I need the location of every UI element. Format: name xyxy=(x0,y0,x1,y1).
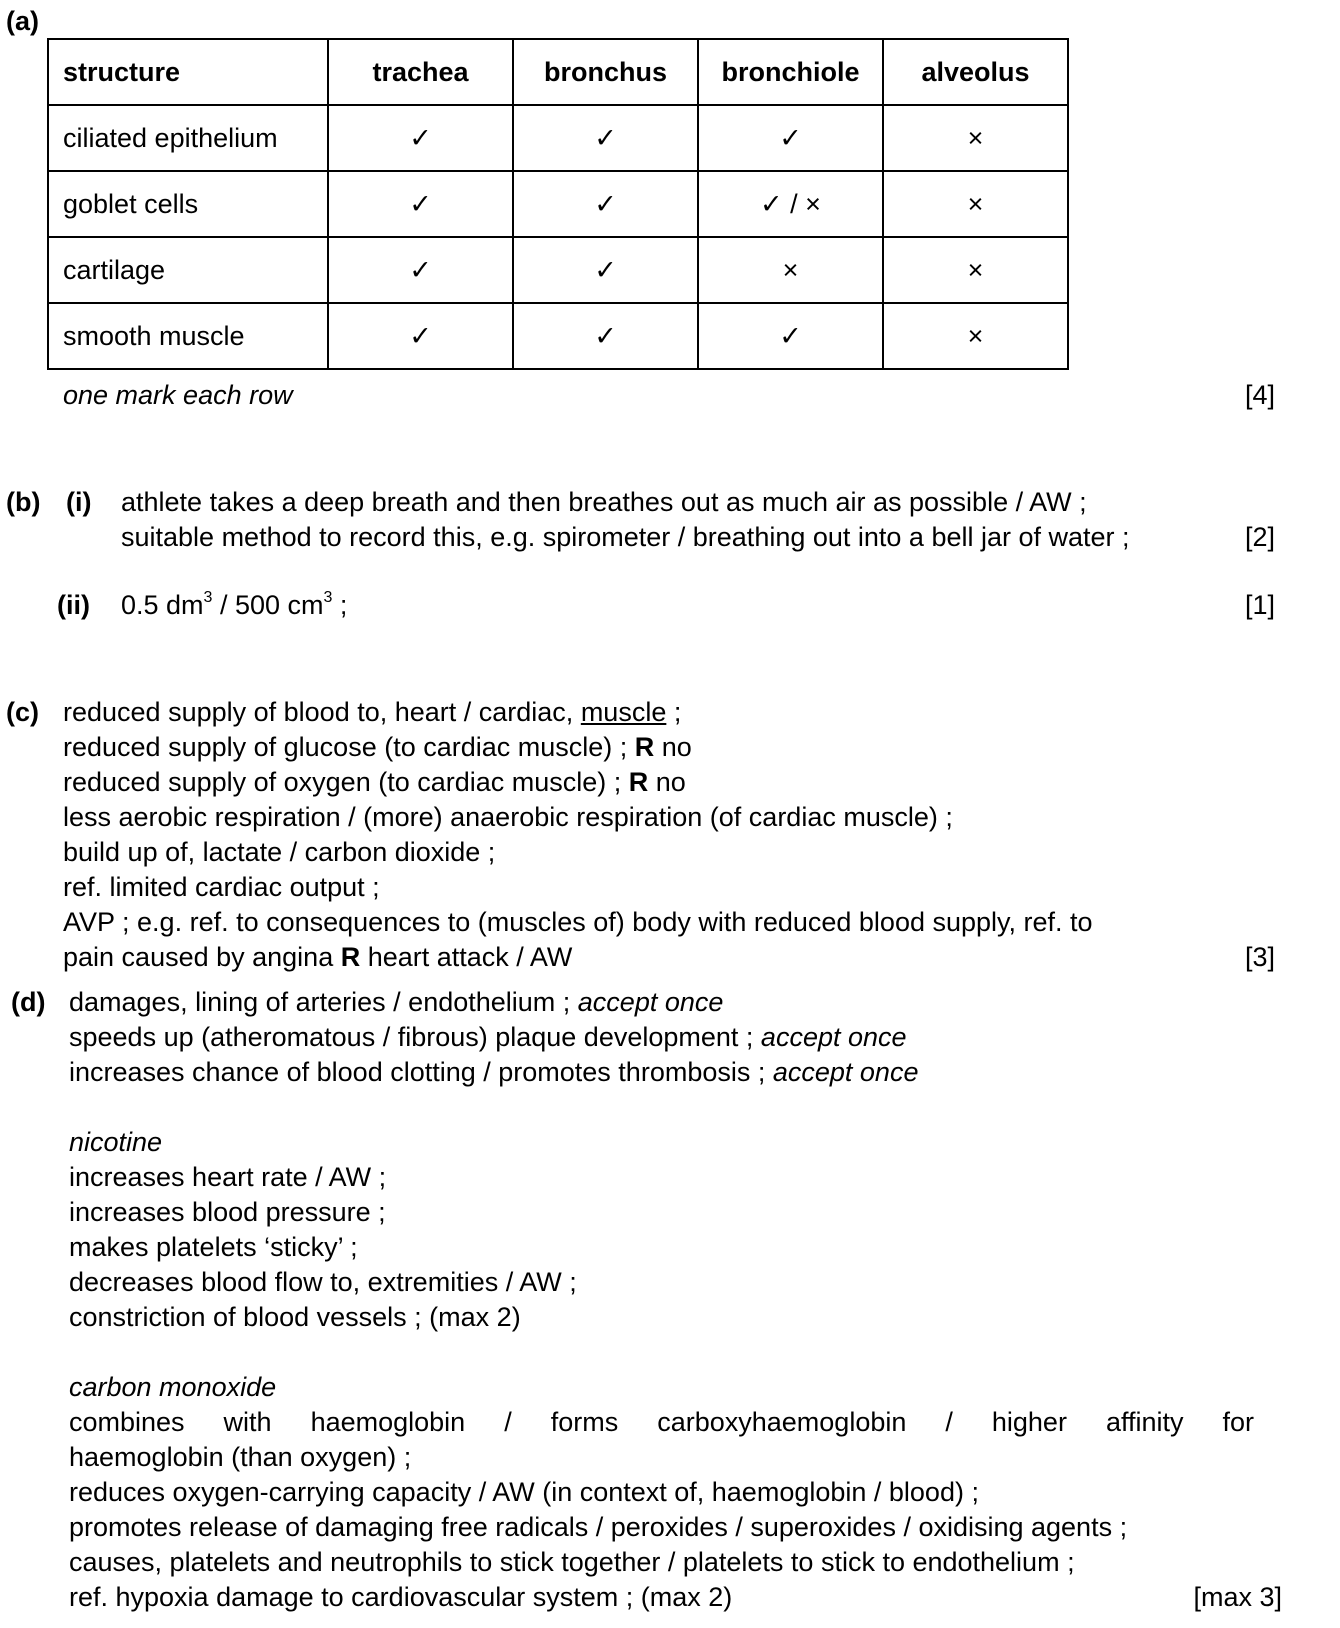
table-cell: × xyxy=(883,105,1068,171)
table-cell: ✓ xyxy=(513,237,698,303)
table-cell: ✓ xyxy=(698,105,883,171)
nicotine-heading: nicotine xyxy=(69,1127,163,1157)
answer-line xyxy=(63,940,1093,975)
part-b-i-line: suitable method to record this, e.g. spirometer / breathing out into a bell jar of water ; xyxy=(121,522,1130,552)
table-cell: ✓ xyxy=(328,303,513,369)
answer-line: increases heart rate / AW ; xyxy=(69,1162,387,1192)
reject-marker: R xyxy=(628,767,649,797)
answer-line: increases blood pressure ; xyxy=(69,1197,386,1227)
marking-note: one mark each row xyxy=(63,380,293,410)
part-c-label: (c) xyxy=(6,697,39,727)
table-cell: ✓ xyxy=(513,171,698,237)
part-b-ii-answer xyxy=(121,588,347,623)
table-cell: × xyxy=(883,303,1068,369)
table-cell: ✓ xyxy=(513,303,698,369)
answer-line: reduces oxygen-carrying capacity / AW (in context of, haemoglobin / blood) ; xyxy=(69,1477,979,1507)
marks-b-ii: [1] xyxy=(1244,590,1275,620)
table-cell: ✓ xyxy=(698,303,883,369)
answer-line: causes, platelets and neutrophils to stick together / platelets to stick to endothelium ; xyxy=(69,1547,1075,1577)
answer-text: ; xyxy=(666,697,682,727)
answer-text: no xyxy=(654,732,692,762)
answer-line: haemoglobin (than oxygen) ; xyxy=(69,1442,412,1472)
answer-line: AVP ; e.g. ref. to consequences to (muscles of) body with reduced blood supply, ref. to xyxy=(63,907,1093,937)
answer-line xyxy=(63,695,1093,730)
table-header-row xyxy=(48,39,1068,105)
accept-note: accept once xyxy=(760,1022,907,1052)
part-d-general xyxy=(69,985,918,1090)
part-a-label: (a) xyxy=(6,6,39,36)
answer-text: increases chance of blood clotting / promotes thrombosis ; xyxy=(69,1057,773,1087)
table-cell: cartilage xyxy=(48,237,328,303)
accept-note: accept once xyxy=(772,1057,919,1087)
answer-text: 0.5 dm xyxy=(121,590,204,620)
answer-line: ref. limited cardiac output ; xyxy=(63,872,380,902)
answer-line xyxy=(69,1020,918,1055)
part-b-label: (b) xyxy=(6,487,41,517)
answer-text: ; xyxy=(332,590,348,620)
marks-b-i: [2] xyxy=(1244,522,1275,552)
answer-text: reduced supply of glucose (to cardiac muscle) ; xyxy=(63,732,635,762)
reject-marker: R xyxy=(340,942,361,972)
answer-text: heart attack / AW xyxy=(360,942,573,972)
answer-line: less aerobic respiration / (more) anaerobic respiration (of cardiac muscle) ; xyxy=(63,802,953,832)
part-d-label: (d) xyxy=(11,987,46,1017)
table-cell: goblet cells xyxy=(48,171,328,237)
part-b-i-label: (i) xyxy=(66,487,92,517)
table-cell: × xyxy=(883,237,1068,303)
carbon-monoxide-heading: carbon monoxide xyxy=(69,1372,277,1402)
answer-text: no xyxy=(648,767,686,797)
answer-line xyxy=(63,730,1093,765)
marks-a: [4] xyxy=(1244,380,1275,410)
table-cell: ✓ / × xyxy=(698,171,883,237)
carbon-monoxide-section xyxy=(69,1370,1254,1615)
part-b-i-line: athlete takes a deep breath and then breathes out as much air as possible / AW ; xyxy=(121,487,1087,517)
marks-c: [3] xyxy=(1244,942,1275,972)
answer-table xyxy=(47,38,1069,370)
part-b-ii-label: (ii) xyxy=(57,590,90,620)
part-c-answers xyxy=(63,695,1093,975)
table-cell: × xyxy=(698,237,883,303)
answer-line: ref. hypoxia damage to cardiovascular system ; (max 2) xyxy=(69,1582,733,1612)
marks-d: [max 3] xyxy=(1193,1582,1282,1612)
underlined-keyword: muscle xyxy=(580,697,667,727)
table-cell: ✓ xyxy=(328,237,513,303)
answer-text: / 500 cm xyxy=(212,590,324,620)
answer-text: speeds up (atheromatous / fibrous) plaque development ; xyxy=(69,1022,761,1052)
table-header: alveolus xyxy=(883,39,1068,105)
answer-text: reduced supply of oxygen (to cardiac muscle) ; xyxy=(63,767,629,797)
reject-marker: R xyxy=(634,732,655,762)
table-row xyxy=(48,237,1068,303)
table-cell: ✓ xyxy=(328,105,513,171)
nicotine-section xyxy=(69,1125,577,1335)
table-header: bronchus xyxy=(513,39,698,105)
superscript: 3 xyxy=(323,589,333,606)
table-row xyxy=(48,171,1068,237)
answer-line xyxy=(69,985,918,1020)
answer-line: combines with haemoglobin / forms carboxyhaemoglobin / higher affinity for xyxy=(69,1407,1254,1437)
table-header: bronchiole xyxy=(698,39,883,105)
table-row xyxy=(48,303,1068,369)
answer-line: decreases blood flow to, extremities / AW ; xyxy=(69,1267,577,1297)
table-cell: ciliated epithelium xyxy=(48,105,328,171)
table-header: structure xyxy=(48,39,328,105)
answer-line xyxy=(63,765,1093,800)
answer-line: constriction of blood vessels ; (max 2) xyxy=(69,1302,521,1332)
table-cell: ✓ xyxy=(513,105,698,171)
table-cell: ✓ xyxy=(328,171,513,237)
answer-text: damages, lining of arteries / endothelium ; xyxy=(69,987,578,1017)
answer-line: build up of, lactate / carbon dioxide ; xyxy=(63,837,496,867)
superscript: 3 xyxy=(203,589,213,606)
accept-note: accept once xyxy=(577,987,724,1017)
table-cell: smooth muscle xyxy=(48,303,328,369)
table-cell: × xyxy=(883,171,1068,237)
answer-line: promotes release of damaging free radicals / peroxides / superoxides / oxidising agents ; xyxy=(69,1512,1128,1542)
answer-text: pain caused by angina xyxy=(63,942,341,972)
table-header: trachea xyxy=(328,39,513,105)
table-row xyxy=(48,105,1068,171)
answer-line xyxy=(69,1055,918,1090)
answer-line: makes platelets ‘sticky’ ; xyxy=(69,1232,358,1262)
answer-text: reduced supply of blood to, heart / cardiac, xyxy=(63,697,581,727)
